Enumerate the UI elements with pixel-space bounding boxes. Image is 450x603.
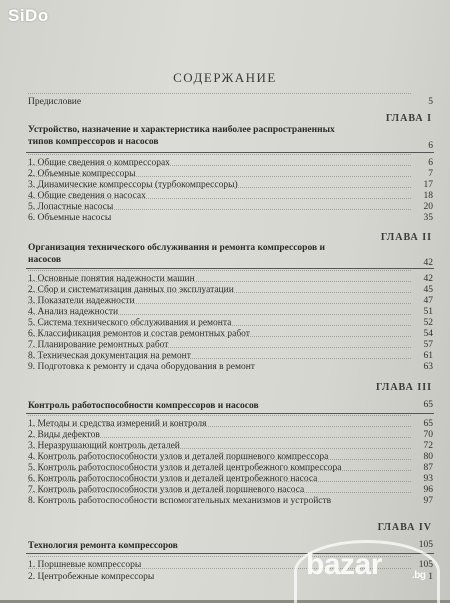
chapter-2-title-line-1: Организация технического обслуживания и ремонта компрессоров и [28, 243, 325, 253]
divider [26, 152, 434, 153]
toc-title: СОДЕРЖАНИЕ [173, 70, 277, 85]
chapter-1-page: 6 [428, 141, 433, 151]
chapter-2-page: 42 [423, 258, 433, 268]
preface-label: Предисловие [28, 97, 82, 107]
chapter-1-label: ГЛАВА I [385, 113, 432, 124]
watermark-bazar-text: bazar [306, 548, 382, 581]
divider [26, 413, 434, 414]
chapter-4-page: 105 [418, 540, 433, 550]
chapter-4-label: ГЛАВА IV [377, 522, 432, 533]
chapter-3-title-line-1: Контроль работоспособности компрессоров и насосов [28, 401, 259, 411]
chapter-1-title-line-2: типов компрессоров и насосов [28, 137, 159, 147]
chapter-4-title-line-1: Технология ремонта компрессоров [28, 541, 178, 551]
chapter-3-page: 65 [423, 400, 433, 410]
chapter-1-title-line-1: Устройство, назначение и характеристика наиболее распространенных [28, 125, 335, 135]
preface-page: 5 [428, 97, 433, 107]
watermark-bazar-suffix: .bg [412, 570, 426, 581]
watermark-sido: SiDo [8, 6, 49, 25]
divider [26, 268, 434, 269]
chapter-2-title-line-2: насосов [28, 255, 62, 265]
book-page: SiDo СОДЕРЖАНИЕ Предисловие 5 ГЛАВА I Устройство, назначение и характеристика наиболее распространенных типов компрессоров и насосов 6 1. Общие сведения о компрессорах 6 2. Объемные компрессоры 7 3. Динамические компрессоры (турбокомпрессоры) 17 4. Общие сведения о насосах 18 5. Лопастные насосы 20 6. Объемные насосы 35 ГЛАВА II Организация технического обслуживания и ремонта компрессоров и насосов 42 1. Основные понятия надежности машин 42 2. Сбор и систематизация данных по эксплуатации 45 3. Показатели надежности 47 4. Анализ надежности 51 5. Система технического обслуживания и ремонта 52 6. Классификация ремонтов и состав ремонтных работ 54 7. Планирование ремонтных работ 57 8. Техническая документация на ремонт 61 9. Подготовка к ремонту и сдача оборудования в ремонт 63 ГЛАВА III Контроль работоспособности компрессоров и насосов 65 1. Методы и средства измерений и контроля 65 2. Виды дефектов 70 3. Неразрушающий контроль деталей 72 4. Контроль работоспособности узлов и деталей поршневого компрессора 80 5. Контроль работоспособности узлов и деталей центробежного компрессора 87 6. Контроль работоспособности узлов и деталей центробежного насоса 93 7. Контроль работоспособности узлов и деталей поршневого насоса 96 8. Контроль работоспособности вспомогательных механизмов и устройств 97 ГЛАВА IV Технология ремонта компрессоров 105 1. Поршневые компрессоры 105 2. Центробежные компрессоры 1 bazar .bg [0, 0, 450, 600]
chapter-3-label: ГЛАВА III [376, 382, 432, 393]
watermark-bazar [284, 540, 444, 596]
chapter-2-label: ГЛАВА II [380, 232, 432, 243]
